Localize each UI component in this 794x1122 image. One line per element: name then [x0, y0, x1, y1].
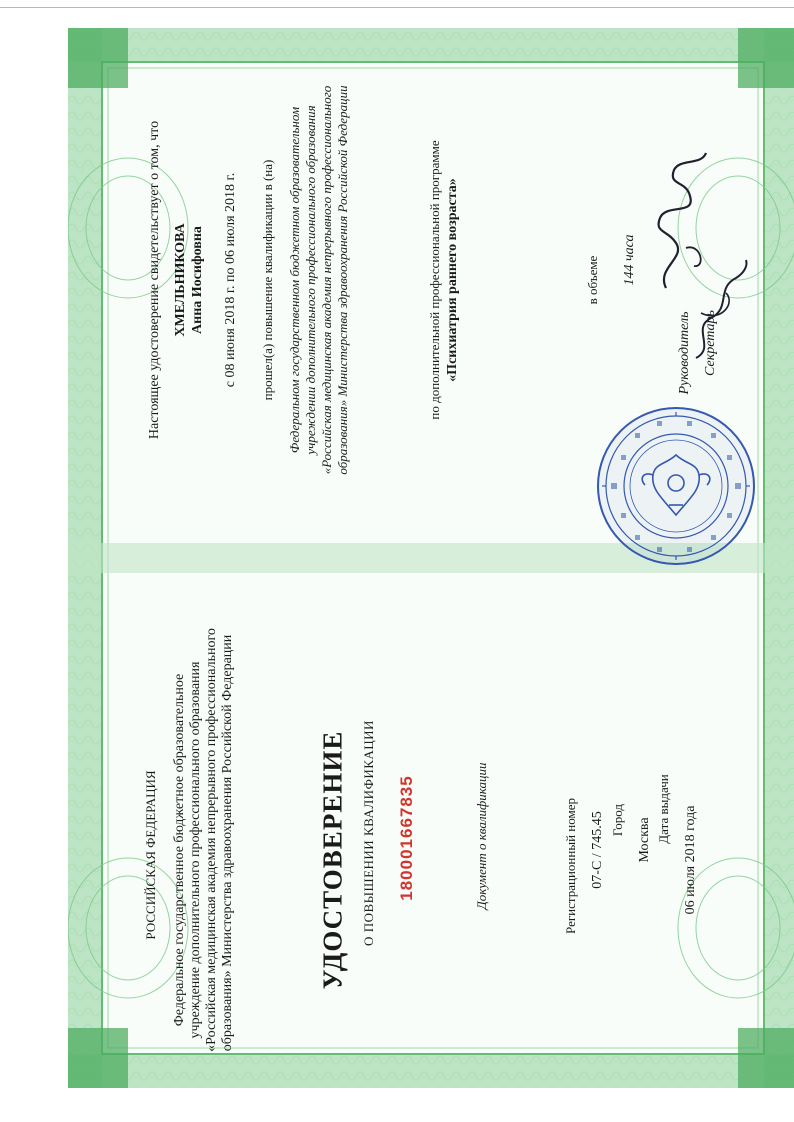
program-title: «Психиатрия раннего возраста» — [445, 178, 460, 382]
program-intro: по дополнительной профессиональной программе — [427, 140, 442, 420]
institution-line-1: Федеральном государственном бюджетном образовательном — [287, 106, 302, 454]
city-value: Москва — [637, 817, 652, 863]
country-label: РОССИЙСКАЯ ФЕДЕРАЦИЯ — [143, 770, 158, 940]
volume-label: в объеме — [585, 255, 600, 305]
registration-number: 07-С / 745.45 — [590, 811, 605, 889]
city-label: Город — [610, 803, 625, 837]
scan-edge-line — [0, 7, 794, 8]
official-seal — [595, 405, 757, 567]
passed-text: прошел(а) повышение квалификации в (на) — [260, 159, 275, 401]
head-signature-label: Руководитель — [677, 311, 692, 395]
document-subtitle: О ПОВЫШЕНИИ КВАЛИФИКАЦИИ — [361, 720, 376, 946]
institution-line-4: образования» Министерства здравоохранения Российской Федерации — [335, 85, 350, 475]
holder-name: Анна Иосифовна — [190, 226, 205, 334]
secretary-signature — [686, 258, 756, 368]
intro-text: Настоящее удостоверение свидетельствует о том, что — [147, 120, 162, 440]
institution-line-3: «Российская медицинская академия непрерывного профессионального — [319, 85, 334, 475]
serial-number: 180001667835 — [397, 775, 416, 901]
document-title: УДОСТОВЕРЕНИЕ — [317, 730, 348, 990]
holder-surname: ХМЕЛЬНИКОВА — [173, 223, 188, 337]
issue-date-label: Дата выдачи — [656, 774, 671, 844]
institution-line-2: учреждении дополнительного профессионального образования — [303, 105, 318, 455]
issuer-line-2: учреждение дополнительного профессионального образования — [188, 661, 203, 1039]
qualification-note: Документ о квалификации — [474, 762, 489, 910]
registration-label: Регистрационный номер — [563, 798, 578, 934]
issuer-line-4: образования» Министерства здравоохранения Российской Федерации — [220, 634, 235, 1052]
issue-date: 06 июля 2018 года — [683, 805, 698, 915]
study-period: с 08 июня 2018 г. по 06 июля 2018 г. — [223, 172, 238, 388]
secretary-signature-label: Секретарь — [703, 310, 718, 376]
volume-hours: 144 часа — [622, 234, 637, 286]
issuer-line-3: «Российская медицинская академия непрерывного профессионального — [204, 628, 219, 1052]
issuer-line-1: Федеральное государственное бюджетное образовательное — [172, 673, 187, 1027]
